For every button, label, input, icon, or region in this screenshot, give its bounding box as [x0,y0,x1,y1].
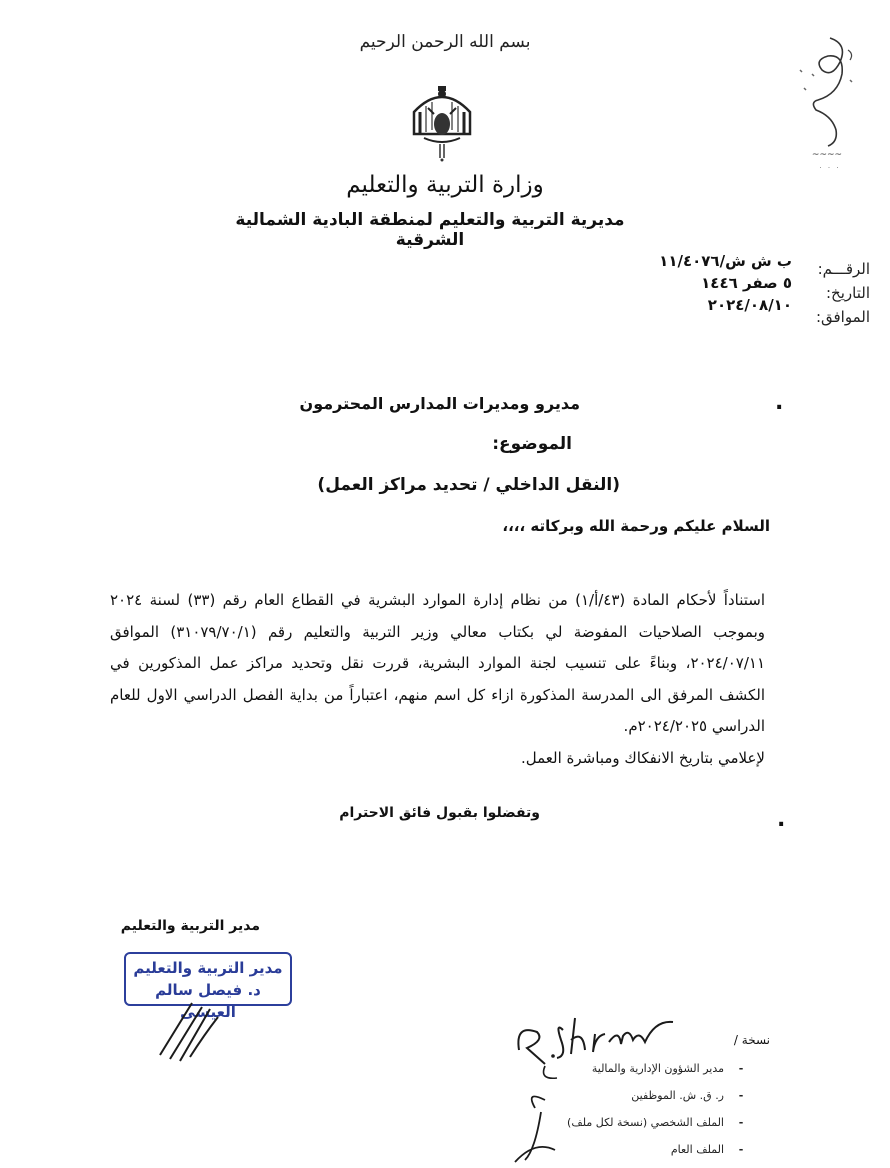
body-text [110,585,765,774]
list-item [520,1055,750,1082]
reference-corresponding-label: الموافق: [815,308,870,326]
reference-values [560,250,792,316]
margin-dot: . [775,390,784,415]
copies-label: نسخة / [733,1033,770,1047]
margin-dot-2: . [777,807,786,832]
addressee: مديرو ومديرات المدارس المحترمون [299,394,580,413]
directorate-name: مديرية التربية والتعليم لمنطقة البادية الشمالية الشرقية [235,210,625,250]
list-dash: - [738,1143,744,1156]
jordan-coat-of-arms-emblem [404,82,480,162]
stamp-line-title: مدير التربية والتعليم [133,959,283,977]
corner-signature-caption: ~~~~ [811,150,843,160]
list-item [520,1082,750,1109]
list-item [520,1136,750,1163]
reference-date-value: ٥ صفر ١٤٤٦ [701,274,792,292]
signature-strokes-icon [140,995,240,1065]
basmala: بسم الله الرحمن الرحيم [359,32,531,52]
copy-recipient: ر. ق. ش. الموظفين [631,1089,724,1102]
subject-text: (النقل الداخلي / تحديد مراكز العمل) [317,475,620,495]
reference-corresponding-value: ٢٠٢٤/٠٨/١٠ [707,296,792,314]
ministry-name: وزارة التربية والتعليم [346,172,544,198]
copy-recipient: الملف الشخصي (نسخة لكل ملف) [567,1116,724,1129]
list-dash: - [738,1089,744,1102]
reference-number-label: الرقـــم: [817,260,870,278]
closing-line: وتفضلوا بقبول فائق الاحترام [339,805,540,821]
reference-number-value: ب ش ش/١١/٤٠٧٦ [659,252,792,270]
corner-dotted-mark: · · · [819,164,841,172]
copy-recipient: الملف العام [670,1143,724,1156]
body-paragraph: استناداً لأحكام المادة (٤٣/أ/١) من نظام إدارة الموارد البشرية في القطاع العام رقم (٣٣) لسنة ٢٠٢٤ وبموجب الصلاحيات المفوضة لي بكتاب معالي وزير التربية والتعليم رقم (٣١٠٧٩/٧٠/١) الموافق ٢٠٢٤/٠٧/١١، وبناءً على تنسيب لجنة الموارد البشرية، قررت نقل وتحديد مراكز عمل المذكورين في الكشف المرفق الى المدرسة المذكورة ازاء كل اسم منهم، اعتباراً من بداية الفصل الدراسي الاول للعام الدراسي ٢٠٢٤/٢٠٢٥م. [110,591,766,735]
body-instruction: لإعلامي بتاريخ الانفكاك ومباشرة العمل. [521,748,765,767]
list-dash: - [738,1116,744,1129]
copies-list [520,1055,750,1163]
copy-recipient: مدير الشؤون الإدارية والمالية [591,1062,724,1075]
stamp-line-name: د. فيصل سالم العيسى [155,981,261,1021]
list-item [520,1109,750,1136]
reference-labels [784,257,870,329]
greeting: السلام عليكم ورحمة الله وبركاته ،،،، [502,517,770,535]
handwritten-annotation-icon [792,30,862,170]
list-dash: - [738,1062,744,1075]
reference-date-label: التاريخ: [826,284,870,302]
signatory-title: مدير التربية والتعليم [120,918,260,934]
subject-label: الموضوع: [492,434,572,454]
